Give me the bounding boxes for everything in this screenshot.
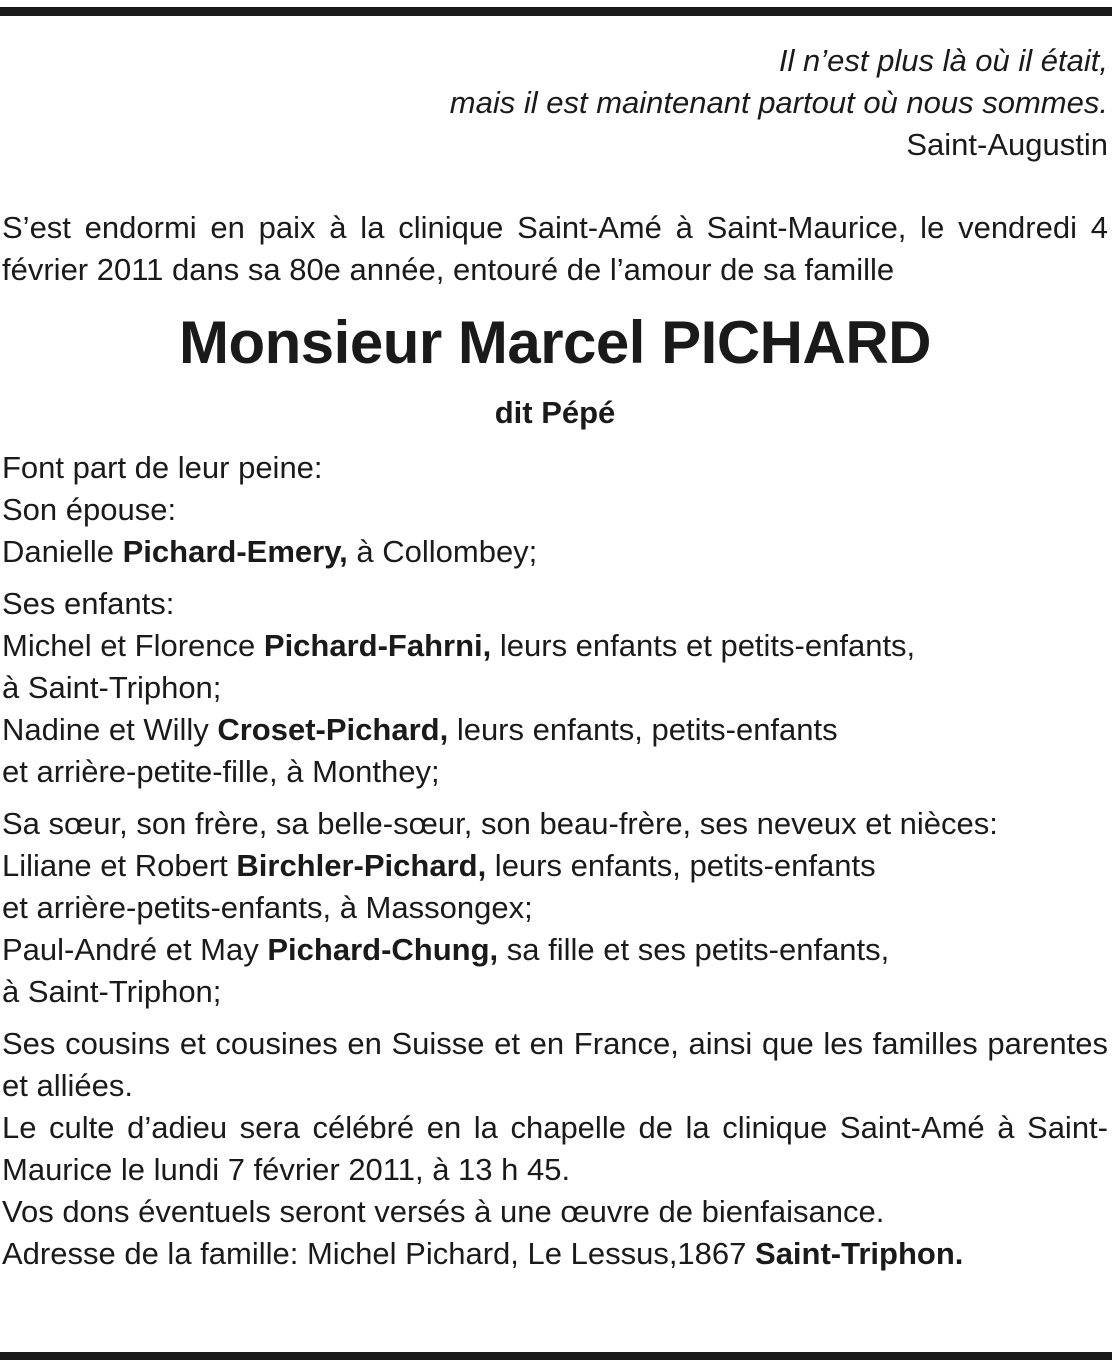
spouse-section: [2, 489, 1108, 573]
spouse-surname: Pichard-Emery,: [122, 534, 348, 569]
epigraph-line-2: mais il est maintenant partout où nous sommes.: [449, 85, 1108, 120]
spouse-heading: Son épouse:: [2, 492, 177, 527]
family-address: [2, 1233, 1108, 1275]
spouse-first: Danielle: [2, 534, 123, 569]
sibling-entry: [2, 845, 1108, 887]
intro-paragraph: S’est endormi en paix à la clinique Saint-Amé à Saint-Maurice, le vendredi 4 février 2011 dans sa 80e année, entouré de l’amour de sa famille: [2, 210, 1108, 287]
children-heading: Ses enfants:: [2, 586, 175, 621]
child-first: Nadine et Willy: [2, 712, 218, 747]
sibling-surname: Pichard-Chung,: [267, 932, 499, 967]
child-surname: Pichard-Fahrni,: [263, 628, 492, 663]
address-prefix: Adresse de la famille: Michel Pichard, Le Lessus,1867: [2, 1236, 756, 1271]
top-rule: [0, 7, 1112, 16]
siblings-section: [2, 803, 1108, 1013]
child-first: Michel et Florence: [2, 628, 264, 663]
child-surname: Croset-Pichard,: [217, 712, 449, 747]
notice-body: [2, 447, 1108, 1275]
donations-paragraph: Vos dons éventuels seront versés à une œuvre de bienfaisance.: [2, 1194, 885, 1229]
spouse-entry: [2, 531, 1108, 573]
cousins-paragraph: Ses cousins et cousines en Suisse et en France, ainsi que les familles parentes et alliées.: [2, 1026, 1108, 1103]
sibling-entry-line2: à Saint-Triphon;: [2, 974, 222, 1009]
child-entry-line2: et arrière-petite-fille, à Monthey;: [2, 754, 440, 789]
sibling-entry-line2: et arrière-petits-enfants, à Massongex;: [2, 890, 533, 925]
epigraph-line-1: Il n’est plus là où il était,: [778, 43, 1108, 78]
child-entry: [2, 709, 1108, 751]
siblings-heading: Sa sœur, son frère, sa belle-sœur, son beau-frère, ses neveux et nièces:: [2, 806, 998, 841]
address-city: Saint-Triphon.: [755, 1236, 964, 1271]
sibling-rest: leurs enfants, petits-enfants: [486, 848, 876, 883]
bottom-rule: [0, 1352, 1112, 1360]
sibling-first: Paul-André et May: [2, 932, 268, 967]
spouse-rest: à Collombey;: [347, 534, 538, 569]
sibling-rest: sa fille et ses petits-enfants,: [498, 932, 890, 967]
sibling-surname: Birchler-Pichard,: [236, 848, 487, 883]
announcement: Font part de leur peine:: [2, 450, 323, 485]
deceased-name: Monsieur Marcel PICHARD: [179, 309, 931, 376]
child-entry-line2: à Saint-Triphon;: [2, 670, 222, 705]
epigraph-author: Saint-Augustin: [906, 127, 1108, 162]
sibling-first: Liliane et Robert: [2, 848, 237, 883]
epigraph-quote: [450, 40, 1108, 166]
child-rest: leurs enfants, petits-enfants: [448, 712, 838, 747]
deceased-nickname: dit Pépé: [494, 395, 616, 430]
children-section: [2, 583, 1108, 793]
child-entry: [2, 625, 1108, 667]
sibling-entry: [2, 929, 1108, 971]
child-rest: leurs enfants et petits-enfants,: [491, 628, 916, 663]
ceremony-paragraph: Le culte d’adieu sera célébré en la chapelle de la clinique Saint-Amé à Saint-Maurice le lundi 7 février 2011, à 13 h 45.: [2, 1110, 1108, 1187]
